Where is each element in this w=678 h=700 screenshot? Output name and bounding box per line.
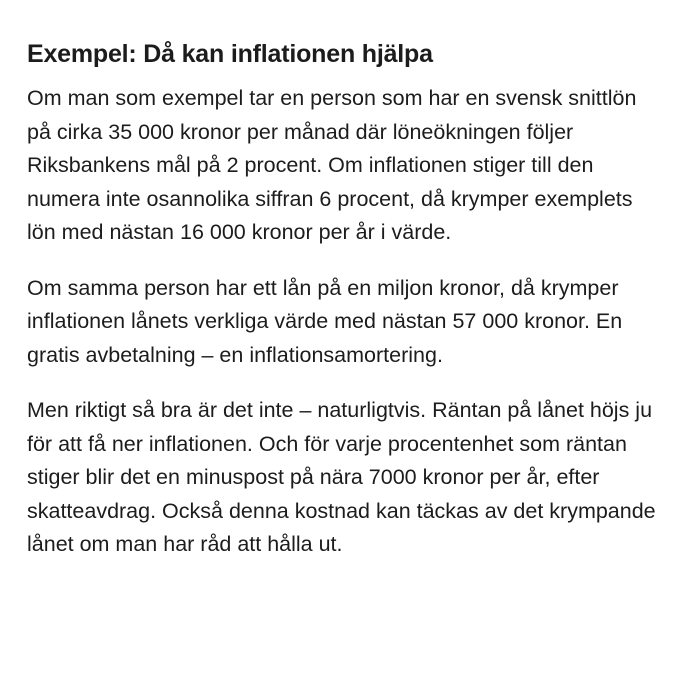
article-section [27, 36, 657, 562]
section-heading: Exempel: Då kan inflationen hjälpa [27, 40, 433, 68]
paragraph-loan-example: Om samma person har ett lån på en miljon kronor, då krymper inflationen lånets verkliga värde med nästan 57 000 kronor. En gratis avbetalning – en inflationsamortering. [27, 275, 623, 367]
paragraph-salary-example: Om man som exempel tar en person som har en svensk snittlön på cirka 35 000 kronor per månad där löneökningen följer Riksbankens mål på 2 procent. Om inflationen stiger till den numera inte osannolika siffran 6 procent, då krymper exemplets lön med nästan 16 000 kronor per år i värde. [27, 86, 637, 244]
paragraph-interest-caveat: Men riktigt så bra är det inte – naturligtvis. Räntan på lånet höjs ju för att få ner inflationen. Och för varje procentenhet som räntan stiger blir det en minuspost på nära 7000 kronor per år, efter skatteavdrag. Också denna kostnad kan täckas av det krympande lånet om man har råd att hålla ut. [27, 398, 656, 556]
